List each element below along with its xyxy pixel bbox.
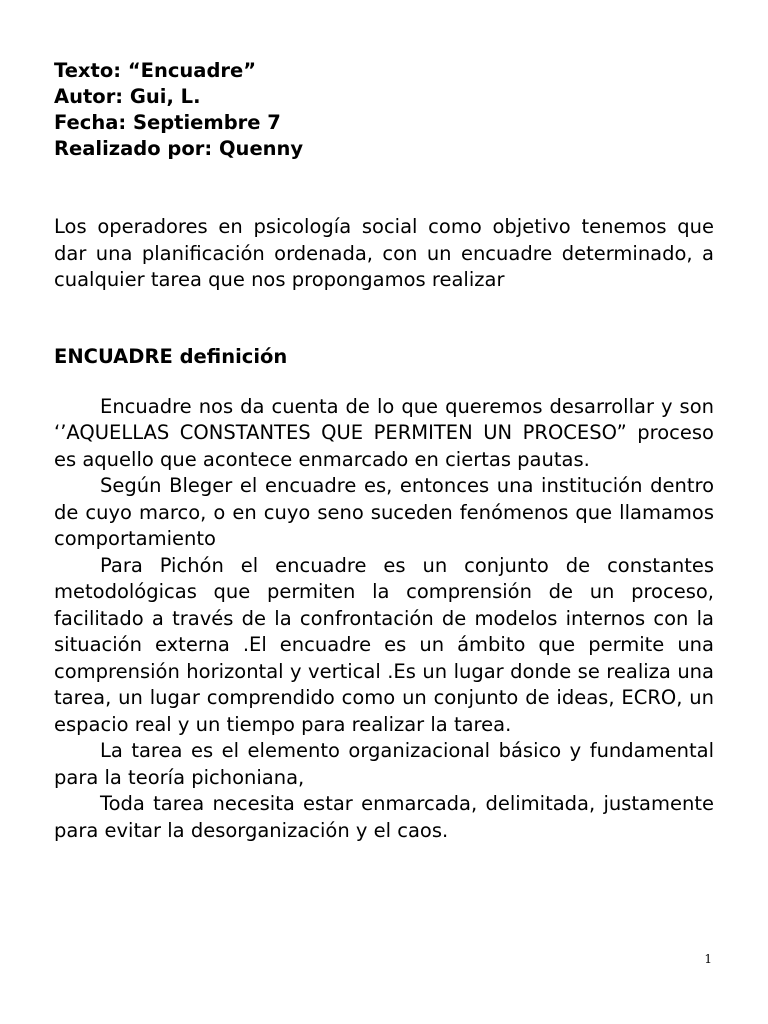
section-body [54, 394, 714, 845]
header-autor: Autor: Gui, L. [54, 85, 201, 108]
paragraph-encuadre: Encuadre nos da cuenta de lo que queremos desarrollar y son ‘’AQUELLAS CONSTANTES QUE PERMITEN UN PROCESO” proceso es aquello que acontece enmarcado en ciertas pautas. [54, 394, 714, 471]
header-texto: Texto: “Encuadre” [54, 59, 257, 82]
page-number: 1 [704, 952, 712, 966]
section-title: ENCUADRE definición [54, 344, 288, 368]
paragraph-tarea: La tarea es el elemento organizacional básico y fundamental para la teoría pichoniana, [54, 739, 714, 789]
header-fecha: Fecha: Septiembre 7 [54, 111, 281, 134]
intro-paragraph: Los operadores en psicología social como objetivo tenemos que dar una planificación ordenada, con un encuadre determinado, a cualquier tarea que nos propongamos realizar [54, 215, 714, 291]
header-realizado: Realizado por: Quenny [54, 137, 304, 160]
document-page [54, 58, 714, 844]
document-header [54, 58, 714, 162]
paragraph-toda-tarea: Toda tarea necesita estar enmarcada, delimitada, justamente para evitar la desorganización y el caos. [54, 792, 714, 842]
paragraph-pichon: Para Pichón el encuadre es un conjunto de constantes metodológicas que permiten la comprensión de un proceso, facilitado a través de la confrontación de modelos internos con la situación externa .El encuadre es un ámbito que permite una comprensión horizontal y vertical .Es un lugar donde se realiza una tarea, un lugar comprendido como un conjunto de ideas, ECRO, un espacio real y un tiempo para realizar la tarea. [54, 553, 714, 736]
paragraph-bleger: Según Bleger el encuadre es, entonces una institución dentro de cuyo marco, o en cuyo seno suceden fenómenos que llamamos comportamiento [54, 474, 714, 550]
